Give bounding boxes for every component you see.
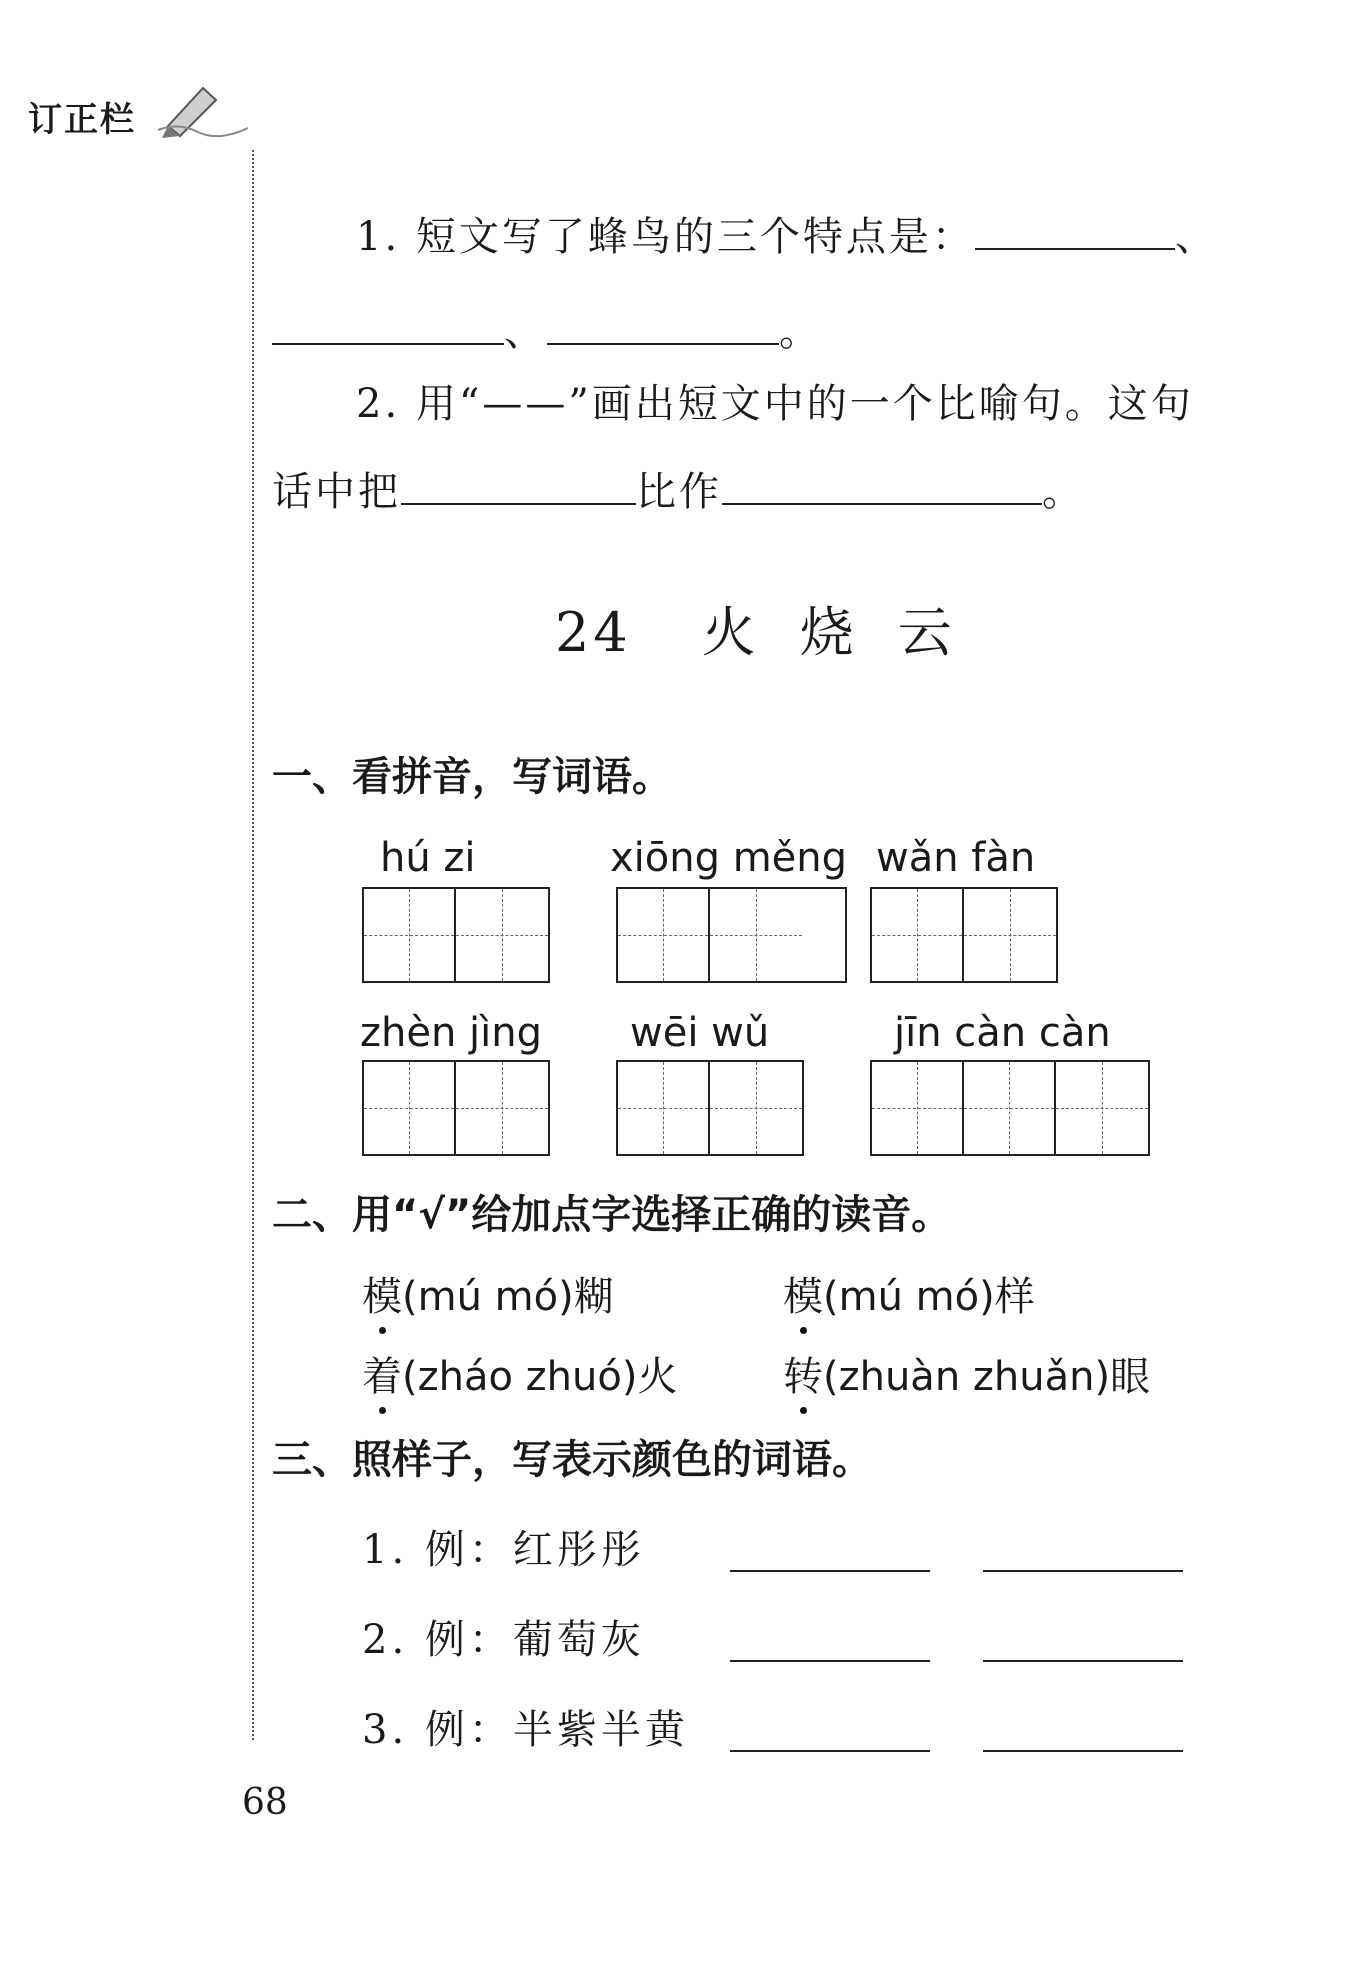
pronunciation-options[interactable]: (mú mó) [823,1274,995,1320]
pronunciation-options[interactable]: (zhuàn zhuǎn) [823,1354,1111,1400]
writing-grid[interactable] [362,887,550,983]
answer-blank-4[interactable] [401,463,636,505]
word-item [362,835,550,983]
word-suffix: 糊 [573,1274,614,1320]
pinyin-label: xiōng měng [610,835,848,881]
writing-grid[interactable] [870,1060,1150,1156]
lesson-title [555,590,996,667]
word-suffix: 眼 [1110,1354,1151,1400]
lesson-number: 24 [555,601,632,664]
question-1 [356,205,1218,262]
sidebar-title: 订正栏 [28,100,136,140]
lesson-title-char: 云 [897,601,956,664]
pinyin-label: wēi wǔ [630,1010,770,1056]
word-item [616,1010,804,1156]
question-1-end: 。 [779,309,822,355]
question-1-text: 1. 短文写了蜂鸟的三个特点是： [356,214,975,260]
correction-margin-divider [252,150,254,1740]
answer-blank[interactable] [730,1748,930,1752]
section-1-heading: 一、看拼音，写词语。 [272,754,672,800]
answer-blank[interactable] [983,1568,1183,1572]
question-2-end: 。 [1042,469,1085,515]
reading-choice-item [783,1345,1150,1402]
answer-blank-3[interactable] [547,303,779,345]
color-example: 2. 例：葡萄灰 [362,1617,645,1663]
pronunciation-options[interactable]: (zháo zhuó) [402,1354,638,1400]
dotted-character: 着 [362,1345,402,1402]
answer-blank[interactable] [983,1748,1183,1752]
answer-blank[interactable] [983,1658,1183,1662]
question-1-continued [272,300,822,357]
question-2-continued [272,460,1085,517]
reading-choice-item [362,1345,677,1402]
word-item [870,835,1058,983]
pinyin-label: hú zi [380,835,476,881]
reading-choice-item [362,1265,614,1322]
word-suffix: 样 [994,1274,1035,1320]
dotted-character: 转 [783,1345,823,1402]
word-item [870,1010,1150,1156]
answer-blank-1[interactable] [975,208,1175,250]
reading-choice-item [783,1265,1035,1322]
pinyin-label: zhèn jìng [360,1010,542,1056]
color-example: 3. 例：半紫半黄 [362,1707,689,1753]
word-item [362,1010,550,1156]
question-1-separator: 、 [1174,214,1218,260]
pinyin-label: wǎn fàn [876,835,1036,881]
answer-blank[interactable] [730,1658,930,1662]
section-3-heading: 三、照样子，写表示颜色的词语。 [272,1437,872,1483]
pencil-icon [158,78,248,138]
dotted-character: 模 [362,1265,402,1322]
writing-grid[interactable] [870,887,1058,983]
color-example: 1. 例：红彤彤 [362,1527,645,1573]
question-2-text-a: 话中把 [272,469,401,515]
question-2: 2. 用“——”画出短文中的一个比喻句。这句 [356,381,1194,427]
lesson-title-char: 火 [701,601,760,664]
answer-blank-2[interactable] [272,303,504,345]
writing-grid[interactable] [362,1060,550,1156]
writing-grid[interactable] [616,887,847,983]
dotted-character: 模 [783,1265,823,1322]
answer-blank[interactable] [730,1568,930,1572]
page-number: 68 [242,1782,288,1823]
answer-blank-5[interactable] [722,463,1042,505]
question-2-text-b: 比作 [636,469,722,515]
section-2-heading: 二、用“√”给加点字选择正确的读音。 [272,1192,952,1238]
lesson-title-char: 烧 [799,601,858,664]
question-1-separator: 、 [504,309,547,355]
pinyin-label: jīn càn càn [894,1010,1111,1056]
writing-grid[interactable] [616,1060,804,1156]
word-suffix: 火 [637,1354,678,1400]
word-item [610,835,848,983]
pronunciation-options[interactable]: (mú mó) [402,1274,574,1320]
